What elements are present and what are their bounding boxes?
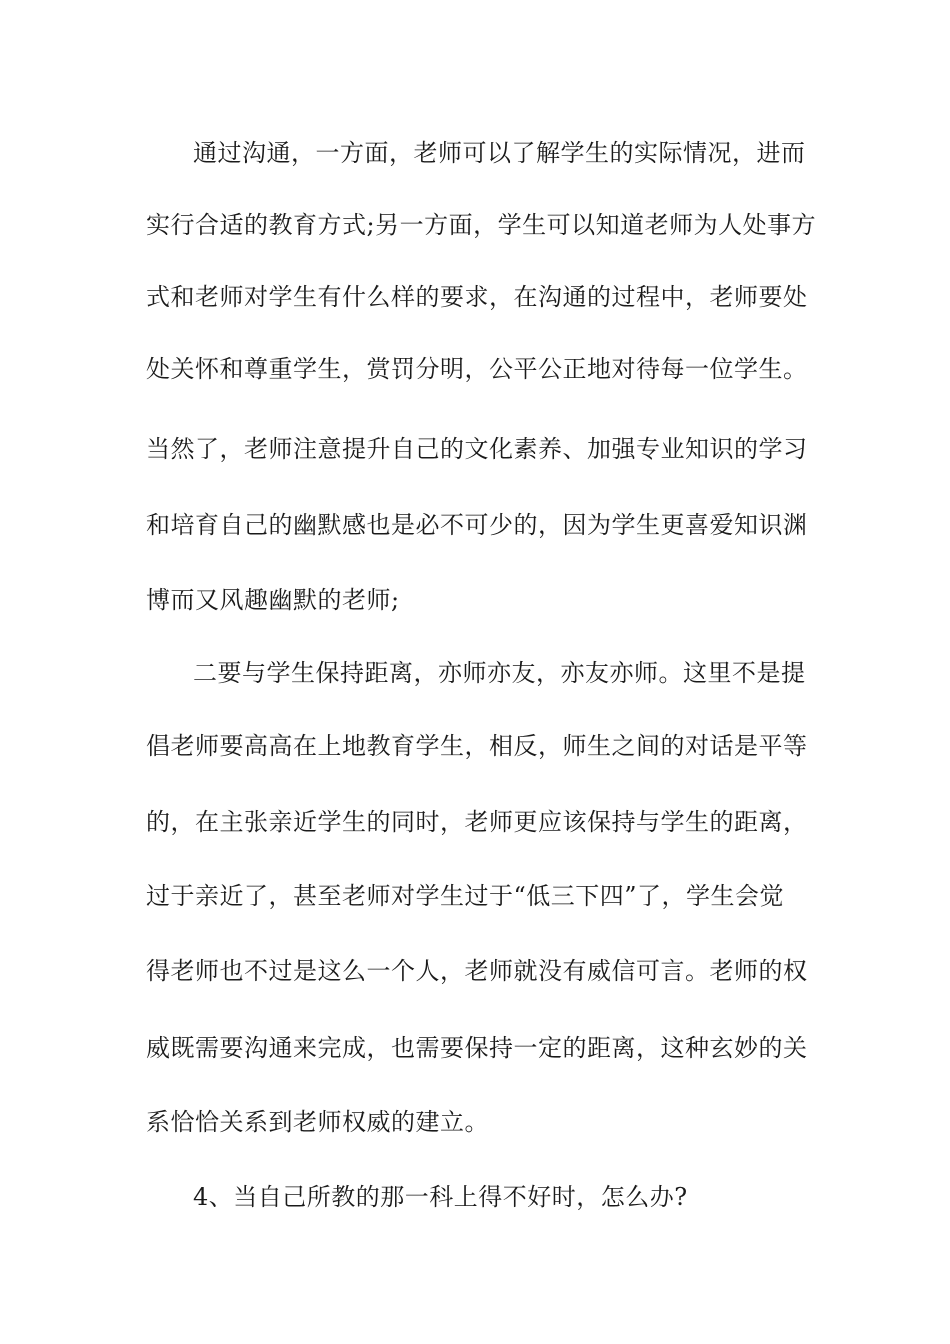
paragraph-2-line-1: 二要与学生保持距离，亦师亦友，亦友亦师。这里不是提 [193,659,806,687]
paragraph-1-line-3: 式和老师对学生有什么样的要求，在沟通的过程中，老师要处 [146,283,808,311]
section-heading-4: 4、当自己所教的那一科上得不好时，怎么办? [193,1183,688,1211]
paragraph-1-line-5: 当然了，老师注意提升自己的文化素养、加强专业知识的学习 [146,435,808,463]
paragraph-1-line-1: 通过沟通，一方面，老师可以了解学生的实际情况，进而 [193,139,806,167]
paragraph-1-line-7: 博而又风趣幽默的老师; [146,586,400,614]
paragraph-2-line-2: 倡老师要高高在上地教育学生，相反，师生之间的对话是平等 [146,732,808,760]
paragraph-1-line-4: 处关怀和尊重学生，赏罚分明，公平公正地对待每一位学生。 [146,355,808,383]
paragraph-2-line-4: 过于亲近了，甚至老师对学生过于“低三下四”了，学生会觉 [146,882,785,910]
paragraph-2-line-5: 得老师也不过是这么一个人，老师就没有威信可言。老师的权 [146,957,808,985]
paragraph-2-line-7: 系恰恰关系到老师权威的建立。 [146,1108,489,1136]
paragraph-1-line-6: 和培育自己的幽默感也是必不可少的，因为学生更喜爱知识渊 [146,511,808,539]
paragraph-1-line-2: 实行合适的教育方式;另一方面，学生可以知道老师为人处事方 [146,211,817,239]
paragraph-2-line-3: 的，在主张亲近学生的同时，老师更应该保持与学生的距离， [146,808,808,836]
paragraph-2-line-6: 威既需要沟通来完成，也需要保持一定的距离，这种玄妙的关 [146,1034,808,1062]
